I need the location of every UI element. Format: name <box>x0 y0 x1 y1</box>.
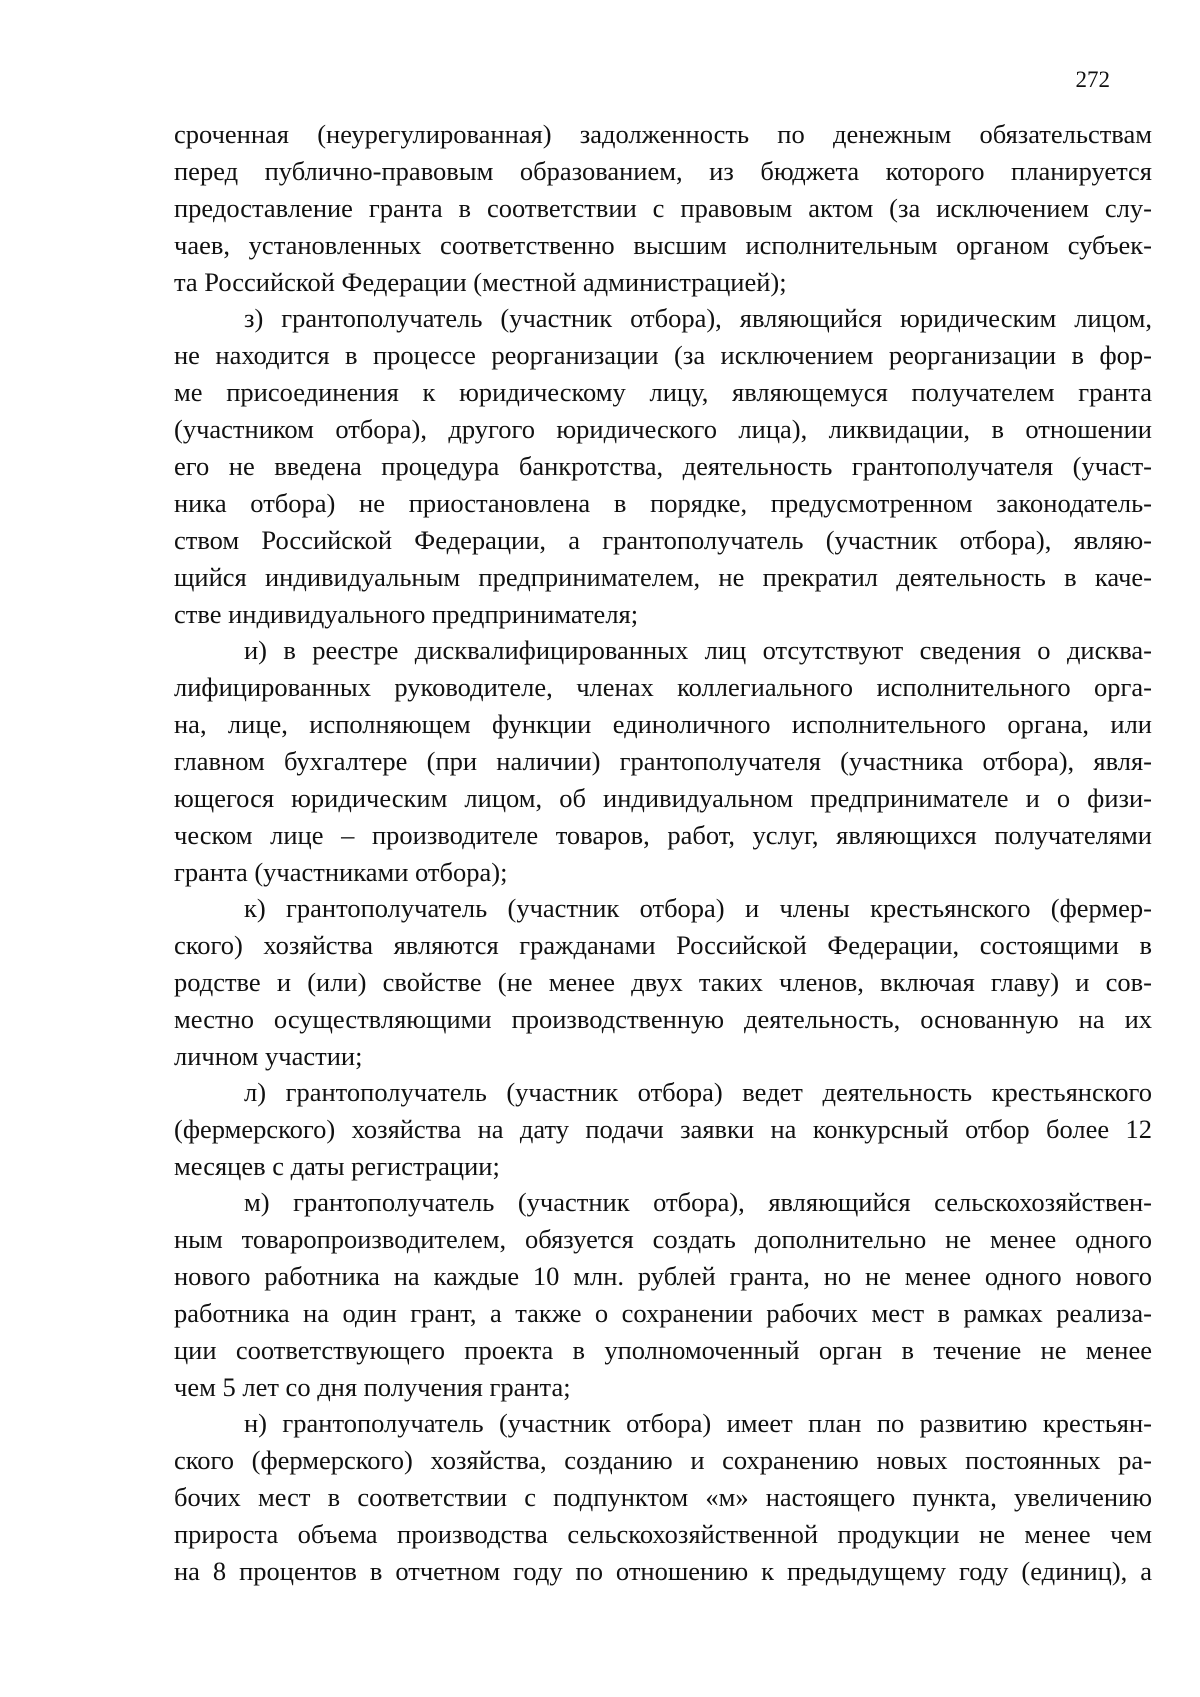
text-line: н) грантополучатель (участник отбора) имеет план по развитию крестьян- <box>244 1408 1152 1438</box>
text-line: сроченная (неурегулированная) задолженность по денежным обязательствам <box>174 119 1152 149</box>
text-line: ным товаропроизводителем, обязуется создать дополнительно не менее одного <box>174 1224 1152 1254</box>
text-line: ника отбора) не приостановлена в порядке, предусмотренном законодатель- <box>174 488 1152 518</box>
paragraph-l <box>174 1074 1152 1185</box>
text-line: л) грантополучатель (участник отбора) ведет деятельность крестьянского <box>244 1077 1152 1107</box>
page-number: 272 <box>1075 67 1110 92</box>
text-line: главном бухгалтере (при наличии) грантополучателя (участника отбора), явля- <box>174 746 1152 776</box>
text-line: местно осуществляющими производственную деятельность, основанную на их <box>174 1004 1152 1034</box>
text-line: (фермерского) хозяйства на дату подачи заявки на конкурсный отбор более 12 <box>174 1114 1152 1144</box>
text-line: перед публично-правовым образованием, из бюджета которого планируется <box>174 156 1152 186</box>
text-line: на 8 процентов в отчетном году по отношению к предыдущему году (единиц), а <box>174 1556 1152 1586</box>
text-line: ческом лице – производителе товаров, работ, услуг, являющихся получателями <box>174 820 1152 850</box>
text-line: прироста объема производства сельскохозяйственной продукции не менее чем <box>174 1519 1152 1549</box>
text-line: та Российской Федерации (местной администрацией); <box>174 267 787 297</box>
text-line: родстве и (или) свойстве (не менее двух таких членов, включая главу) и сов- <box>174 967 1152 997</box>
paragraph-k <box>174 890 1152 1075</box>
text-line: щийся индивидуальным предпринимателем, не прекратил деятельность в каче- <box>174 562 1152 592</box>
text-line: не находится в процессе реорганизации (за исключением реорганизации в фор- <box>174 340 1152 370</box>
text-line: (участником отбора), другого юридического лица), ликвидации, в отношении <box>174 414 1152 444</box>
paragraph-continuation <box>174 116 1152 301</box>
paragraph-m <box>174 1184 1152 1406</box>
paragraph-n <box>174 1405 1152 1590</box>
text-line: месяцев с даты регистрации; <box>174 1151 500 1181</box>
text-line: м) грантополучатель (участник отбора), являющийся сельскохозяйствен- <box>244 1187 1152 1217</box>
text-line: чаев, установленных соответственно высшим исполнительным органом субъек- <box>174 230 1152 260</box>
text-line: гранта (участниками отбора); <box>174 857 508 887</box>
text-line: и) в реестре дисквалифицированных лиц отсутствуют сведения о дисква- <box>244 635 1152 665</box>
text-line: ского) хозяйства являются гражданами Российской Федерации, состоящими в <box>174 930 1152 960</box>
text-line: его не введена процедура банкротства, деятельность грантополучателя (участ- <box>174 451 1152 481</box>
text-line: з) грантополучатель (участник отбора), являющийся юридическим лицом, <box>244 303 1152 333</box>
text-line: бочих мест в соответствии с подпунктом «м» настоящего пункта, увеличению <box>174 1482 1152 1512</box>
paragraph-z <box>174 300 1152 633</box>
text-line: стве индивидуального предпринимателя; <box>174 599 639 629</box>
text-line: ского (фермерского) хозяйства, созданию и сохранению новых постоянных ра- <box>174 1445 1152 1475</box>
text-line: ции соответствующего проекта в уполномоченный орган в течение не менее <box>174 1335 1152 1365</box>
text-line: предоставление гранта в соответствии с правовым актом (за исключением слу- <box>174 193 1152 223</box>
text-line: чем 5 лет со дня получения гранта; <box>174 1372 571 1402</box>
text-line: работника на один грант, а также о сохранении рабочих мест в рамках реализа- <box>174 1298 1152 1328</box>
text-line: ющегося юридическим лицом, об индивидуальном предпринимателе и о физи- <box>174 783 1152 813</box>
text-line: на, лице, исполняющем функции единоличного исполнительного органа, или <box>174 709 1152 739</box>
text-line: нового работника на каждые 10 млн. рублей гранта, но не менее одного нового <box>174 1261 1152 1291</box>
text-line: лифицированных руководителе, членах коллегиального исполнительного орга- <box>174 672 1152 702</box>
text-line: ме присоединения к юридическому лицу, являющемуся получателем гранта <box>174 377 1152 407</box>
text-line: личном участии; <box>174 1041 363 1071</box>
text-line: ством Российской Федерации, а грантополучатель (участник отбора), являю- <box>174 525 1152 555</box>
document-body <box>174 116 1152 1590</box>
text-line: к) грантополучатель (участник отбора) и члены крестьянского (фермер- <box>244 893 1152 923</box>
paragraph-i <box>174 632 1152 891</box>
